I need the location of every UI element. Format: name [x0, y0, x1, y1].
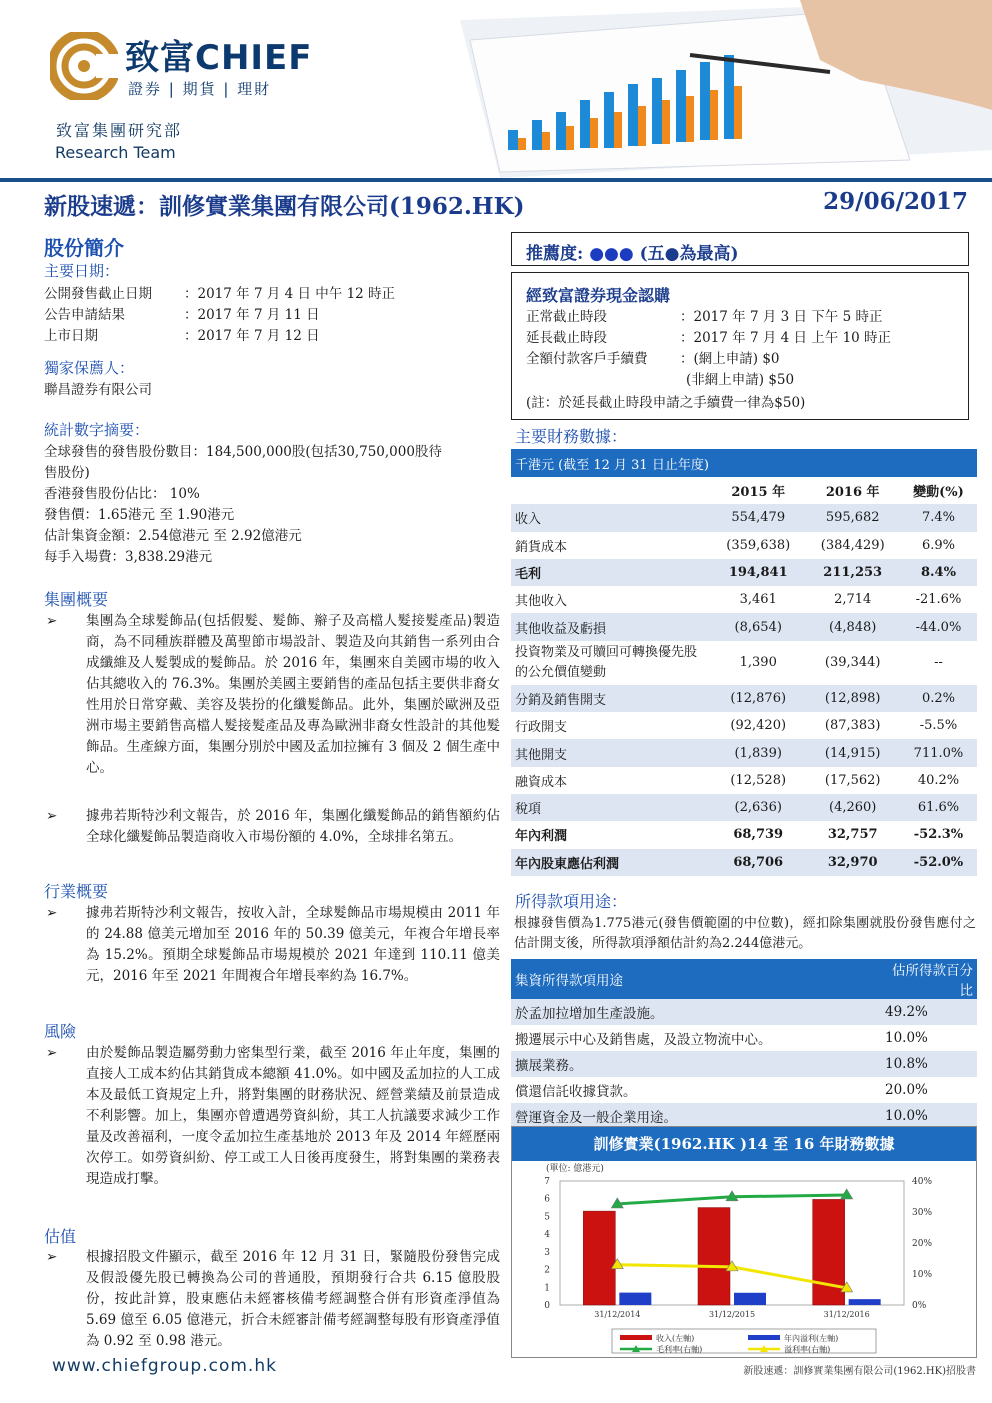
proceeds-table	[511, 959, 977, 1129]
row-value: 2,714	[834, 592, 872, 608]
row-value: 32,757	[827, 827, 878, 843]
bar-profit	[734, 1293, 766, 1305]
page-header	[0, 0, 992, 180]
chief-logo-icon	[50, 32, 118, 100]
brand-tagline: 證券 | 期貨 | 理財	[128, 80, 272, 98]
legend-label: 收入(左軸)	[656, 1334, 695, 1343]
table-row	[511, 821, 977, 848]
table-column-row	[511, 477, 977, 504]
row-label: 銷貨成本	[515, 539, 568, 555]
y-tick-label-left: 2	[544, 1265, 550, 1276]
bullet-text: 據弗若斯特沙利文報告，於 2016 年，集團化纖髮飾品的銷售額約佔全球化纖髮飾品製造商收入市場份額的 4.0%，全球排名第五。	[86, 808, 500, 845]
research-dept: 致富集團研究部	[56, 121, 183, 140]
row-value: -5.5%	[919, 718, 958, 734]
row-label: 年內利潤	[515, 829, 568, 845]
table-row	[511, 739, 977, 766]
subscription-list	[526, 307, 956, 414]
proceeds-intro: 根據發售價為1.775港元(發售價範圍的中位數)，經扣除集團就股份發售應付之估計開支後，所得款項淨額估計約為2.244億港元。	[514, 916, 976, 951]
bar-profit	[619, 1293, 651, 1305]
chart-unit-label: (單位: 億港元)	[546, 1164, 604, 1174]
table-row	[511, 685, 977, 712]
footer-reference: 新股速遞：訓修實業集團有限公司(1962.HK)招股書	[743, 1366, 976, 1377]
row-value: 6.9%	[921, 537, 955, 553]
row-value: (4,848)	[805, 613, 899, 640]
use-percent: 10.0%	[881, 1025, 977, 1051]
proceeds-heading: 所得款項用途：	[515, 892, 628, 911]
y-tick-label-right: 0%	[912, 1301, 927, 1311]
row-value: -52.0%	[900, 849, 977, 876]
subscribe-value: (非網上申請) $50	[686, 372, 795, 388]
y-tick-label-right: 40%	[912, 1177, 933, 1187]
y-tick-label-left: 4	[544, 1230, 550, 1241]
list-item	[526, 328, 956, 349]
date-value: ：2017 年 7 月 11 日	[184, 307, 320, 323]
column-header: 變動(%)	[900, 477, 977, 504]
bullet-arrow-icon: ➢	[46, 905, 58, 921]
row-value: 194,841	[711, 559, 805, 586]
financials-table	[511, 449, 977, 876]
row-label: 行政開支	[515, 720, 568, 736]
y-tick-label-right: 20%	[912, 1239, 933, 1249]
rating-label: 推薦度:	[526, 244, 584, 264]
subscribe-label: 延長截止時段	[526, 330, 607, 346]
legend-swatch	[620, 1335, 652, 1340]
row-value: 68,739	[733, 827, 784, 843]
column-header: 2015 年	[711, 477, 805, 504]
stats-heading: 統計數字摘要：	[44, 421, 150, 439]
sponsor-name: 聯昌證券有限公司	[44, 382, 152, 398]
financial-chart	[511, 1126, 977, 1358]
row-value: 8.4%	[900, 559, 977, 586]
row-label: 稅項	[511, 794, 711, 821]
y-tick-label-left: 1	[544, 1283, 550, 1294]
key-dates-list	[44, 284, 504, 347]
research-dept-en: Research Team	[55, 143, 176, 162]
report-date: 29/06/2017	[823, 188, 968, 215]
table-row	[511, 559, 977, 586]
row-label: 其他收益及虧損	[511, 613, 711, 640]
table-row	[511, 794, 977, 821]
chart-title: 訓修實業(1962.HK )14 至 16 年財務數據	[512, 1127, 976, 1161]
use-label: 償還信託收據貸款。	[511, 1077, 881, 1103]
rating-box	[511, 232, 969, 266]
row-label: 毛利	[511, 559, 711, 586]
row-value: (2,636)	[711, 794, 805, 821]
row-value: 32,970	[805, 849, 899, 876]
y-tick-label-left: 3	[544, 1247, 550, 1258]
risk-bullet	[46, 1043, 500, 1190]
row-value: (12,898)	[805, 685, 899, 712]
date-label: 公告申請結果	[44, 307, 125, 323]
stats-list	[44, 442, 504, 568]
row-value: (17,562)	[824, 772, 881, 788]
legend-swatch	[748, 1335, 780, 1340]
row-value: (1,839)	[711, 739, 805, 766]
bullet-text: 由於髮飾品製造屬勞動力密集型行業，截至 2016 年止年度，集團的直接人工成本約佔其銷貨成本總額 41.0%。如中國及孟加拉的人工成本及最低工資規定上升，將對集團的財務狀況、經營業績及前景造成不利影響。加上，集團亦曾遭遇勞資糾紛，其工人抗議要求減少工作量及改善福利，一度令孟加拉生產基地於 2013 年及 2014 年經歷兩次停工。如勞資糾紛、停工或工人日後再度發生，將對集團的業務表現造成打擊。	[86, 1045, 500, 1187]
bullet-arrow-icon: ➢	[46, 1045, 58, 1061]
table-header-row	[511, 959, 977, 999]
legend-label: 年內溢利(左軸)	[784, 1334, 839, 1343]
row-value: (4,260)	[805, 794, 899, 821]
y-tick-label-right: 10%	[912, 1270, 933, 1280]
table-row	[511, 1077, 977, 1103]
use-label: 於孟加拉增加生產設施。	[511, 999, 881, 1025]
use-percent: 20.0%	[881, 1077, 977, 1103]
bullet-text: 根據招股文件顯示，截至 2016 年 12 月 31 日，緊隨股份發售完成及假設優先股已轉換為公司的普通股，預期發行合共 6.15 億股股份，按此計算，股東應佔未經審核備考經調整合併有形資產淨值為 5.69 億至 6.05 億港元，折合未經審計備考經調整每股有形資產淨值為 0.92 至 0.98 港元。	[86, 1249, 500, 1349]
group-bullet-1	[46, 611, 500, 779]
legend-label: 溢利率(右軸)	[784, 1345, 831, 1354]
column-header: 2016 年	[805, 477, 899, 504]
row-value: (12,876)	[711, 685, 805, 712]
row-value: -44.0%	[900, 613, 977, 640]
subscription-heading: 經致富證券現金認購	[526, 286, 671, 305]
list-item	[44, 284, 504, 305]
sponsor-heading: 獨家保薦人：	[44, 359, 135, 377]
row-value: (87,383)	[824, 718, 881, 734]
row-value: -52.3%	[913, 827, 964, 843]
subscription-box	[511, 272, 969, 420]
bar-revenue	[698, 1208, 730, 1305]
table-unit: 千港元 (截至 12 月 31 日止年度)	[511, 449, 977, 477]
list-item: 售股份)	[44, 465, 90, 481]
bar-revenue	[813, 1199, 845, 1305]
bullet-text: 集團為全球髮飾品(包括假髮、髮飾、辮子及高檔人髮接髮產品)製造商，為不同種族群體及萬聖節市場設計、製造及向其銷售一系列由合成纖維及人髮製成的髮飾品。於 2016 年，集團來自美國市場的收入佔其總收入的 76.3%。集團於美國主要銷售的產品包括主要供非裔女性用於日常穿戴、美容及裝扮的化纖髮飾品。此外，集團於歐洲及亞洲市場主要銷售高檔人髮接髮產品及專為歐洲非裔女性設計的其他髮飾品。生產線方面，集團分別於中國及孟加拉擁有 3 個及 2 個生產中心。	[86, 613, 500, 776]
list-item	[44, 326, 504, 347]
row-label: 投資物業及可贖回可轉換優先股的公允價值變動	[515, 644, 698, 680]
table-row	[511, 504, 977, 531]
column-header: 集資所得款項用途	[511, 959, 881, 999]
row-value: (8,654)	[711, 613, 805, 640]
row-value: -21.6%	[915, 592, 962, 608]
date-label: 公開發售截止日期	[44, 286, 152, 302]
row-value: (359,638)	[726, 537, 791, 553]
subscribe-value: ：2017 年 7 月 3 日 下午 5 時正	[680, 309, 883, 325]
bar-profit	[849, 1299, 881, 1305]
bar-revenue	[583, 1211, 615, 1305]
row-value: 711.0%	[900, 739, 977, 766]
row-value: (92,420)	[730, 718, 787, 734]
row-value: 7.4%	[900, 504, 977, 531]
row-value: (39,344)	[824, 655, 881, 671]
row-label: 分銷及銷售開支	[511, 685, 711, 712]
row-value: (14,915)	[805, 739, 899, 766]
footer-url[interactable]: www.chiefgroup.com.hk	[52, 1356, 277, 1376]
list-item: 發售價：1.65港元 至 1.90港元	[44, 507, 235, 523]
date-value: ：2017 年 7 月 4 日 中午 12 時正	[184, 286, 396, 302]
report-title: 新股速遞：訓修實業集團有限公司(1962.HK)	[44, 193, 525, 220]
row-value: --	[934, 655, 943, 671]
list-item	[526, 370, 956, 391]
row-label: 其他收入	[515, 594, 568, 610]
bullet-arrow-icon: ➢	[46, 1249, 58, 1265]
bullet-arrow-icon: ➢	[46, 613, 58, 629]
legend-label: 毛利率(右軸)	[656, 1345, 703, 1354]
row-label: 收入	[511, 504, 711, 531]
section-heading-profile: 股份簡介	[44, 236, 124, 260]
dates-heading: 主要日期：	[44, 262, 120, 280]
subscribe-label: 正常截止時段	[526, 309, 607, 325]
rating-line	[526, 239, 739, 264]
bullet-arrow-icon: ➢	[46, 808, 58, 824]
group-bullet-2	[46, 806, 500, 848]
table-row	[511, 767, 977, 794]
row-label: 融資成本	[515, 774, 568, 790]
row-value: (12,528)	[730, 772, 787, 788]
row-value: 61.6%	[900, 794, 977, 821]
list-item: 香港發售股份佔比： 10%	[44, 486, 200, 502]
row-value: (384,429)	[820, 537, 885, 553]
use-label: 擴展業務。	[511, 1051, 881, 1077]
table-row	[511, 999, 977, 1025]
use-label: 搬遷展示中心及銷售處，及設立物流中心。	[511, 1025, 881, 1051]
list-item	[526, 349, 956, 370]
table-row	[511, 1051, 977, 1077]
row-value: 40.2%	[917, 772, 960, 788]
x-tick-label: 31/12/2014	[594, 1310, 641, 1319]
column-header: 估所得款百分比	[881, 959, 977, 999]
row-value: 3,461	[739, 592, 777, 608]
subscription-note: (註：於延長截止時段申請之手續費一律為$50)	[526, 395, 806, 411]
date-label: 上市日期	[44, 328, 98, 344]
list-item: 每手入場費：3,838.29港元	[44, 549, 213, 565]
x-tick-label: 31/12/2015	[708, 1310, 756, 1319]
bullet-text: 據弗若斯特沙利文報告，按收入計，全球髮飾品市場規模由 2011 年的 24.88 億美元增加至 2016 年的 50.39 億美元，年複合年增長率為 15.2%。預期全球髮飾品市場規模於 2021 年達到 110.11 億美元，2016 年至 2021 年間複合年增長率約為 16.7%。	[86, 905, 500, 984]
valuation-bullet	[46, 1247, 500, 1352]
row-value: 68,706	[711, 849, 805, 876]
date-value: ：2017 年 7 月 12 日	[184, 328, 320, 344]
row-label: 年內股東應佔利潤	[511, 849, 711, 876]
table-row	[511, 586, 977, 613]
use-percent: 10.8%	[881, 1051, 977, 1077]
industry-bullet	[46, 903, 500, 987]
section-heading-group: 集團概要	[44, 590, 109, 609]
table-row	[511, 1025, 977, 1051]
table-header-row	[511, 449, 977, 477]
y-tick-label-left: 7	[544, 1177, 550, 1187]
row-value: 595,682	[805, 504, 899, 531]
row-value: 0.2%	[900, 685, 977, 712]
y-tick-label-right: 30%	[912, 1208, 933, 1218]
list-item	[44, 305, 504, 326]
subscribe-value: ：(網上申請) $0	[680, 351, 780, 367]
table-row	[511, 641, 977, 685]
section-heading-valuation: 估值	[44, 1227, 77, 1246]
subscribe-label: 全額付款客戶手續費	[526, 351, 648, 367]
brand-name: 致富CHIEF	[125, 38, 313, 78]
table-row	[511, 712, 977, 739]
rating-note: (五●為最高)	[639, 244, 739, 264]
section-heading-industry: 行業概要	[44, 882, 109, 901]
y-tick-label-left: 5	[544, 1212, 550, 1223]
subscribe-value: ：2017 年 7 月 4 日 上午 10 時正	[680, 330, 892, 346]
section-heading-risk: 風險	[44, 1022, 77, 1041]
use-percent: 10.0%	[881, 1103, 977, 1129]
chart-plot	[512, 1161, 976, 1357]
header-rule	[0, 178, 992, 182]
y-tick-label-left: 6	[544, 1194, 550, 1205]
table-row	[511, 532, 977, 559]
subscribe-label	[526, 370, 686, 391]
header-chart-illustration	[440, 0, 992, 178]
use-label: 營運資金及一般企業用途。	[511, 1103, 881, 1129]
y-tick-label-left: 0	[544, 1301, 550, 1311]
row-value: 554,479	[711, 504, 805, 531]
column-header	[511, 477, 711, 504]
x-tick-label: 31/12/2016	[823, 1310, 870, 1319]
list-item	[526, 307, 956, 328]
row-value: 211,253	[805, 559, 899, 586]
list-item: 全球發售的發售股份數目：184,500,000股(包括30,750,000股待	[44, 444, 442, 460]
rating-dots: ●●●	[589, 244, 634, 264]
table-row	[511, 613, 977, 640]
row-value: 1,390	[739, 655, 777, 671]
row-label: 其他開支	[511, 739, 711, 766]
table-row	[511, 849, 977, 876]
financials-heading: 主要財務數據：	[515, 427, 628, 446]
list-item: 估計集資金額：2.54億港元 至 2.92億港元	[44, 528, 302, 544]
use-percent: 49.2%	[881, 999, 977, 1025]
